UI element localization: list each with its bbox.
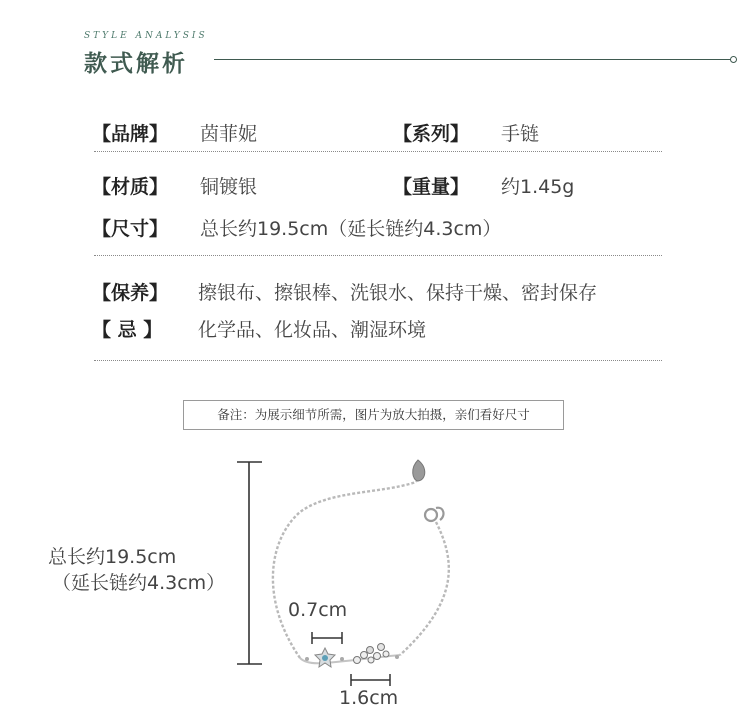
care-value: 擦银布、擦银棒、洗银水、保持干燥、密封保存: [198, 282, 598, 304]
series-value: 手链: [501, 123, 540, 145]
weight-label: 【重量】: [393, 176, 470, 198]
brand-label: 【品牌】: [92, 123, 169, 145]
crystal-cluster: [354, 644, 390, 664]
bead: [305, 657, 309, 661]
clasp-ring: [425, 509, 437, 521]
chain-left: [273, 482, 416, 658]
total-length-label: 总长约19.5cm: [48, 546, 177, 568]
charm-width-label: 0.7cm: [288, 599, 348, 621]
care-label: 【保养】: [92, 282, 169, 304]
chain-right: [400, 522, 449, 655]
extension-length-label: （延长链约4.3cm）: [52, 572, 226, 594]
cluster-width-label: 1.6cm: [339, 687, 399, 709]
bead: [340, 657, 344, 661]
section-title: 款式解析: [84, 51, 188, 77]
avoid-label: 【 忌 】: [92, 319, 163, 341]
weight-value: 约1.45g: [501, 176, 575, 198]
material-label: 【材质】: [92, 176, 169, 198]
drop-charm: [413, 460, 425, 481]
size-value: 总长约19.5cm（延长链约4.3cm）: [200, 218, 502, 240]
section-kicker: STYLE ANALYSIS: [84, 31, 208, 41]
brand-value: 茵菲妮: [200, 123, 258, 145]
material-value: 铜镀银: [200, 176, 258, 198]
size-label: 【尺寸】: [92, 218, 169, 240]
avoid-value: 化学品、化妆品、潮湿环境: [198, 319, 427, 341]
bead: [395, 655, 399, 659]
blue-stone: [322, 655, 328, 661]
note-box: 备注：为展示细节所需，图片为放大拍摄，亲们看好尺寸: [183, 400, 564, 430]
series-label: 【系列】: [393, 123, 470, 145]
